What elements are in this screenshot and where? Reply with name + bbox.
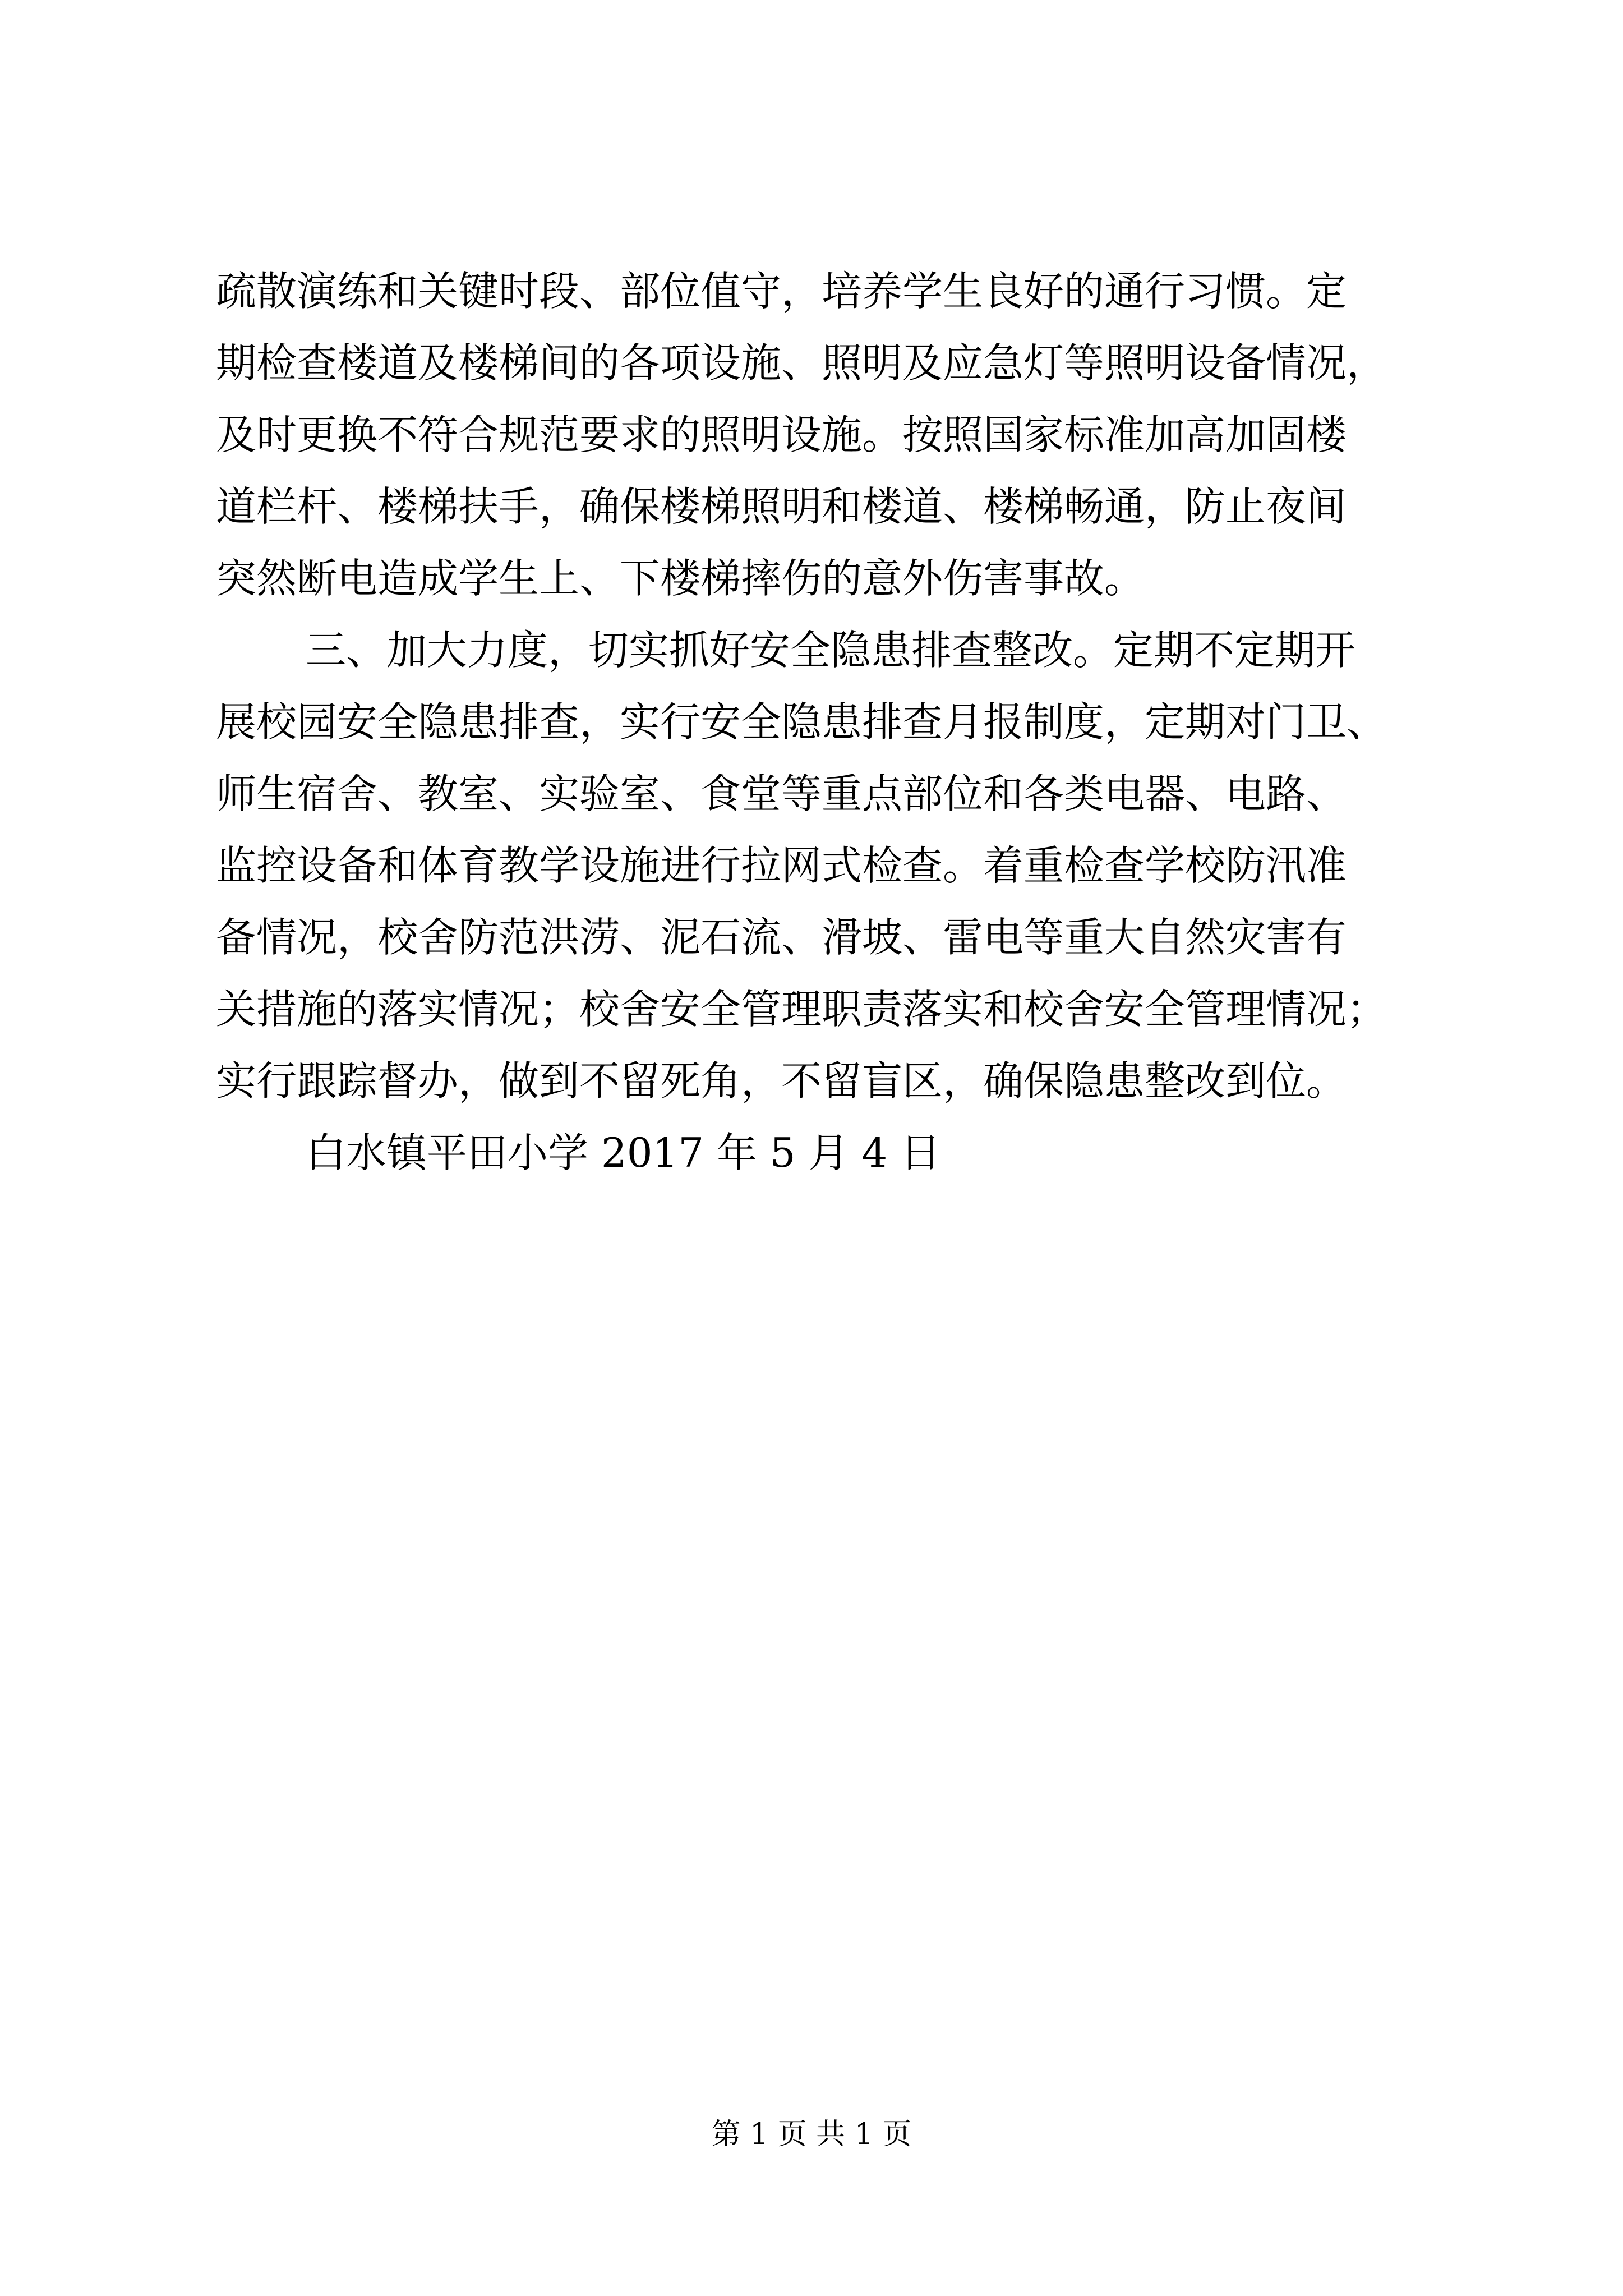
page-footer bbox=[0, 2115, 1623, 2154]
text-line: 突然断电造成学生上、下楼梯摔伤的意外伤害事故。 bbox=[216, 555, 1145, 602]
text-line: 师生宿舍、教室、实验室、食堂等重点部位和各类电器、电路、 bbox=[216, 770, 1347, 817]
text-line: 疏散演练和关键时段、部位值守，培养学生良好的通行习惯。定 bbox=[216, 268, 1347, 315]
document-body bbox=[216, 255, 1500, 1189]
page-number: 第 1 页 共 1 页 bbox=[711, 2118, 912, 2151]
text-line: 白水镇平田小学 2017 年 5 月 4 日 bbox=[306, 1129, 941, 1176]
text-line: 道栏杆、楼梯扶手，确保楼梯照明和楼道、楼梯畅通，防止夜间 bbox=[216, 483, 1347, 530]
text-line: 及时更换不符合规范要求的照明设施。按照国家标准加高加固楼 bbox=[216, 411, 1347, 458]
text-line: 期检查楼道及楼梯间的各项设施、照明及应急灯等照明设备情况， bbox=[216, 339, 1387, 386]
paragraph-section-three bbox=[216, 614, 1500, 1117]
text-line: 实行跟踪督办，做到不留死角，不留盲区，确保隐患整改到位。 bbox=[216, 1057, 1347, 1105]
signature-date bbox=[216, 1117, 1500, 1189]
text-line: 监控设备和体育教学设施进行拉网式检查。着重检查学校防汛准 bbox=[216, 842, 1347, 889]
text-line: 三、加大力度，切实抓好安全隐患排查整改。定期不定期开 bbox=[306, 627, 1356, 674]
text-line: 关措施的落实情况；校舍安全管理职责落实和校舍安全管理情况； bbox=[216, 986, 1387, 1033]
text-line: 备情况，校舍防范洪涝、泥石流、滑坡、雷电等重大自然灾害有 bbox=[216, 914, 1347, 961]
paragraph-continued bbox=[216, 255, 1500, 614]
text-line: 展校园安全隐患排查，实行安全隐患排查月报制度，定期对门卫、 bbox=[216, 698, 1387, 746]
